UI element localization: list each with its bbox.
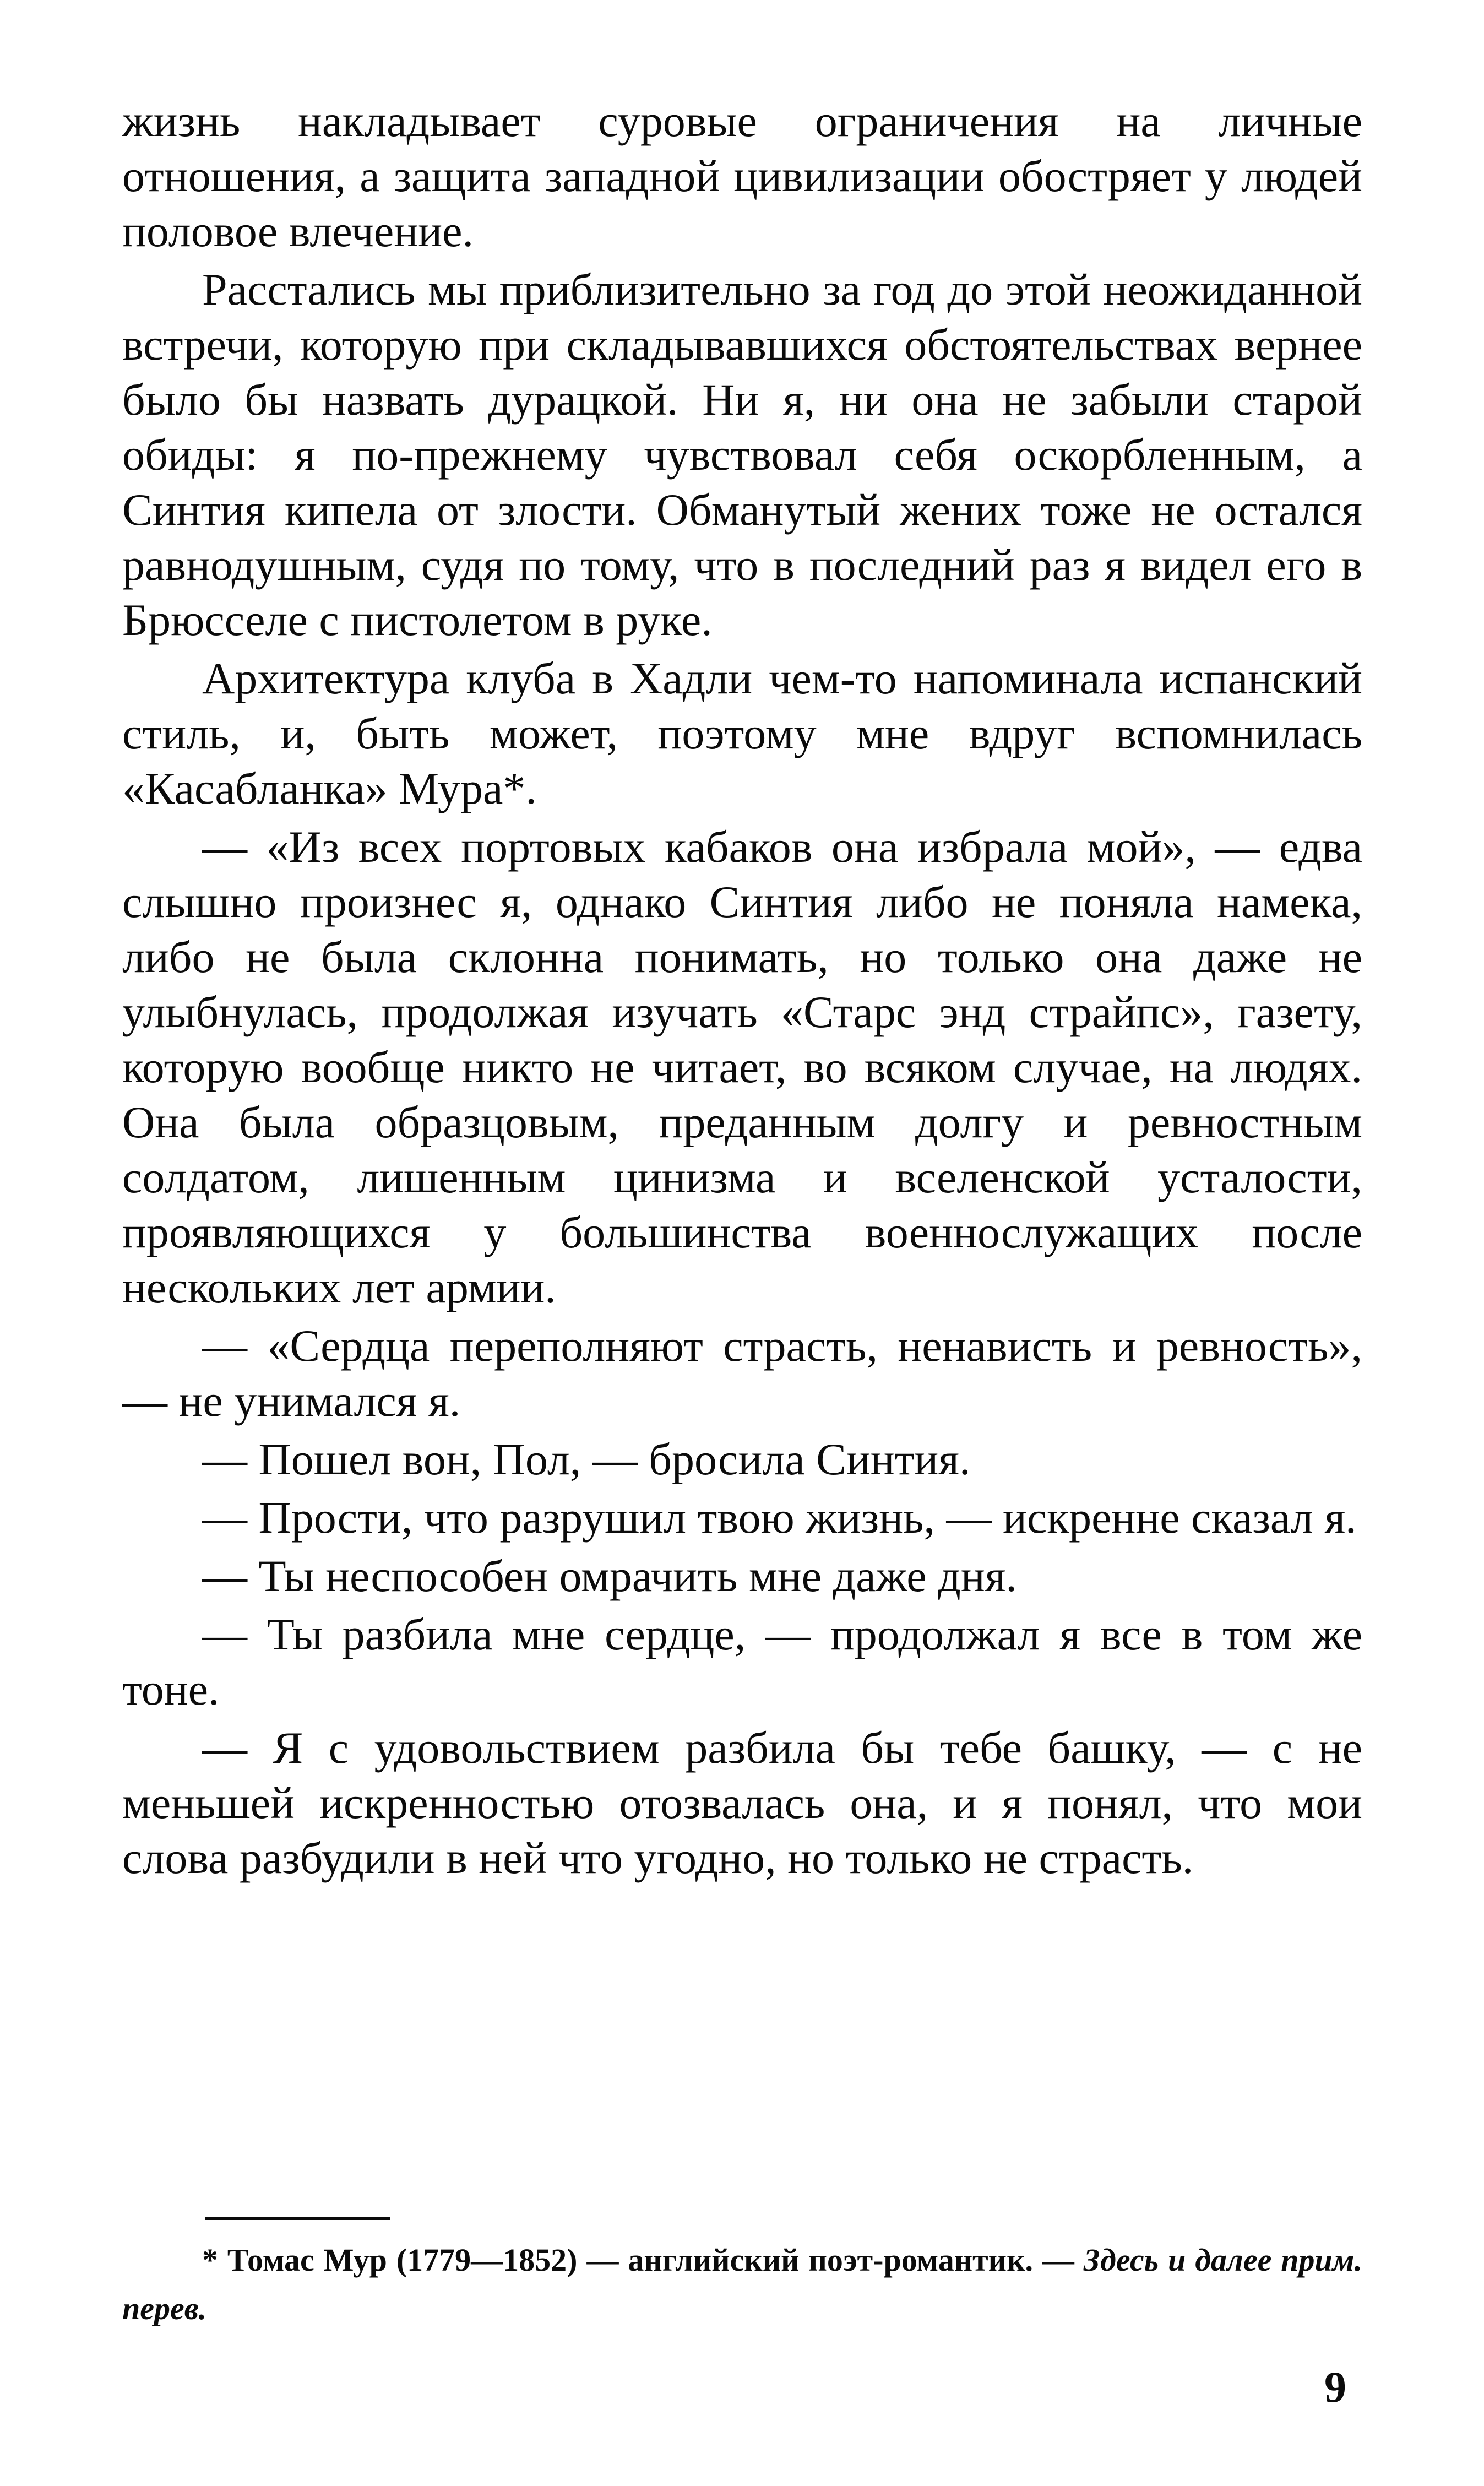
paragraph-9: — Ты разбила мне сердце, — продолжал я все в том же тоне.: [122, 1609, 1362, 1714]
paragraph-7: — Прости, что разрушил твою жизнь, — искренне сказал я.: [202, 1492, 1357, 1543]
page-body: [122, 94, 1362, 1886]
paragraph-6: — Пошел вон, Пол, — бросила Синтия.: [202, 1434, 971, 1484]
paragraph-3: Архитектура клуба в Хадли чем-то напоминала испанский стиль, и, быть может, поэтому мне вдруг вспомнилась «Касабланка» Мура*.: [122, 653, 1362, 813]
paragraph-8: — Ты неспособен омрачить мне даже дня.: [202, 1551, 1017, 1601]
paragraph-10: — Я с удовольствием разбила бы тебе башку, — с не меньшей искренностью отозвалась она, и я понял, что мои слова разбудили в ней что угодно, но только не страсть.: [122, 1723, 1362, 1883]
paragraph-1: жизнь накладывает суровые ограничения на личные отношения, а защита западной цивилизации обостряет у людей половое влечение.: [122, 96, 1362, 256]
footnote-italic-text: Здесь и далее прим. перев.: [122, 2242, 1362, 2326]
footnote-divider: [205, 2217, 390, 2220]
footnote-text: * Томас Мур (1779—1852) — английский поэт-романтик. —: [202, 2242, 1084, 2278]
paragraph-5: — «Сердца переполняют страсть, ненависть и ревность», — не унимался я.: [122, 1321, 1362, 1426]
paragraph-4: — «Из всех портовых кабаков она избрала мой», — едва слышно произнес я, однако Синтия либо не поняла намека, либо не была склонна понимать, но только она даже не улыбнулась, продолжая изучать «Старс энд страйпс», газету, которую вообще никто не читает, во всяком случае, на людях. Она была образцовым, преданным долгу и ревностным солдатом, лишенным цинизма и вселенской усталости, проявляющихся у большинства военнослужащих после нескольких лет армии.: [122, 822, 1362, 1312]
footnote: [122, 2236, 1362, 2333]
paragraph-2: Расстались мы приблизительно за год до этой неожиданной встречи, которую при складывавшихся обстоятельствах вернее было бы назвать дурацкой. Ни я, ни она не забыли старой обиды: я по-прежнему чувствовал себя оскорбленным, а Синтия кипела от злости. Обманутый жених тоже не остался равнодушным, судя по тому, что в последний раз я видел его в Брюсселе с пистолетом в руке.: [122, 264, 1362, 645]
page-number: 9: [1324, 2363, 1346, 2412]
